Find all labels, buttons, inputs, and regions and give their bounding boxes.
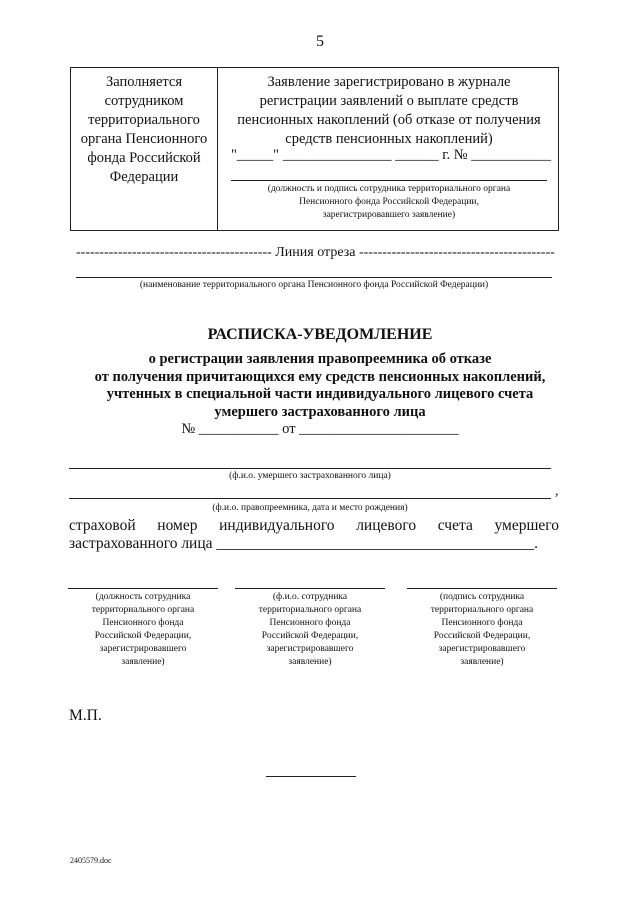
document-title: РАСПИСКА-УВЕДОМЛЕНИЕ — [207, 326, 433, 343]
caption-line: заявление) — [460, 657, 504, 667]
fill-note-line: сотрудником — [104, 93, 184, 109]
subtitle-line: о регистрации заявления правопреемника об отказе — [148, 351, 492, 367]
caption-line: зарегистрировавшего заявление) — [322, 210, 456, 220]
statement-line: средств пенсионных накоплений) — [285, 131, 493, 147]
caption-line: Российской Федерации, — [261, 631, 359, 641]
successor-line-comma: , — [555, 484, 559, 499]
subtitle-line: учтенных в специальной части индивидуального лицевого счета — [106, 386, 534, 402]
successor-info-line[interactable] — [69, 498, 551, 499]
registration-statement — [219, 73, 559, 149]
caption-line: зарегистрировавшего — [438, 644, 526, 654]
caption-line: территориального органа — [430, 605, 534, 615]
successor-info-caption: (ф.и.о. правопреемника, дата и место рождения) — [212, 503, 408, 513]
registration-fill-note — [71, 73, 217, 187]
stamp-place-label: М.П. — [69, 707, 102, 724]
caption-line: Российской Федерации, — [433, 631, 531, 641]
signature-block-name[interactable] — [235, 588, 385, 669]
caption-line: заявление) — [121, 657, 165, 667]
cut-line: ------------------------------------------ Линия отреза ------------------------------------------ — [76, 245, 555, 260]
caption-line: (ф.и.о. сотрудника — [272, 592, 348, 602]
caption-line: Пенсионного фонда — [102, 618, 184, 628]
end-divider — [266, 776, 356, 777]
registration-signature-line[interactable] — [231, 180, 547, 181]
snils-label-line2-with-blank[interactable]: застрахованного лица _________________________________________. — [69, 535, 539, 552]
fill-note-line: органа Пенсионного — [80, 131, 208, 147]
caption-line: Пенсионного фонда — [269, 618, 351, 628]
caption-line: Пенсионного фонда Российской Федерации, — [299, 197, 479, 207]
org-name-caption: (наименование территориального органа Пенсионного фонда Российской Федерации) — [139, 280, 489, 290]
statement-line: пенсионных накоплений (об отказе от получения — [237, 112, 541, 128]
subtitle-line: от получения причитающихся ему средств пенсионных накоплений, — [94, 368, 546, 385]
document-subtitle — [90, 351, 550, 421]
caption-line: (подпись сотрудника — [439, 592, 525, 602]
caption-line: (должность и подпись сотрудника территориального органа — [267, 184, 511, 194]
fill-note-line: территориального — [88, 112, 200, 128]
caption-line: зарегистрировавшего — [99, 644, 187, 654]
caption-line: заявление) — [288, 657, 332, 667]
org-name-line[interactable] — [76, 277, 552, 278]
fill-note-line: фонда Российской — [87, 150, 201, 166]
deceased-name-caption: (ф.и.о. умершего застрахованного лица) — [229, 471, 391, 481]
caption-line: Российской Федерации, — [94, 631, 192, 641]
statement-line: Заявление зарегистрировано в журнале — [267, 74, 511, 90]
registration-date-number-blanks[interactable]: "_____" _______________ ______ г. № ___________ — [231, 147, 551, 163]
caption-line: (должность сотрудника — [95, 592, 191, 602]
statement-line: регистрации заявлений о выплате средств — [259, 93, 519, 109]
registration-box — [70, 67, 559, 231]
receipt-number-date-row[interactable]: № ___________ от ______________________ — [181, 421, 459, 437]
page-number: 5 — [316, 33, 324, 50]
snils-label-line1: страховой номер индивидуального лицевого счета умершего — [69, 517, 559, 534]
caption-line: Пенсионного фонда — [441, 618, 523, 628]
signature-block-position[interactable] — [68, 588, 218, 669]
fill-note-line: Федерации — [109, 169, 179, 185]
fill-note-line: Заполняется — [105, 74, 183, 90]
document-id: 2405579.doc — [70, 856, 112, 865]
registration-signature-caption — [221, 183, 557, 222]
subtitle-line: умершего застрахованного лица — [214, 403, 426, 420]
signature-block-signature[interactable] — [407, 588, 557, 669]
caption-line: зарегистрировавшего — [266, 644, 354, 654]
caption-line: территориального органа — [91, 605, 195, 615]
registration-box-divider — [217, 68, 218, 230]
deceased-name-line[interactable] — [69, 468, 551, 469]
caption-line: территориального органа — [258, 605, 362, 615]
